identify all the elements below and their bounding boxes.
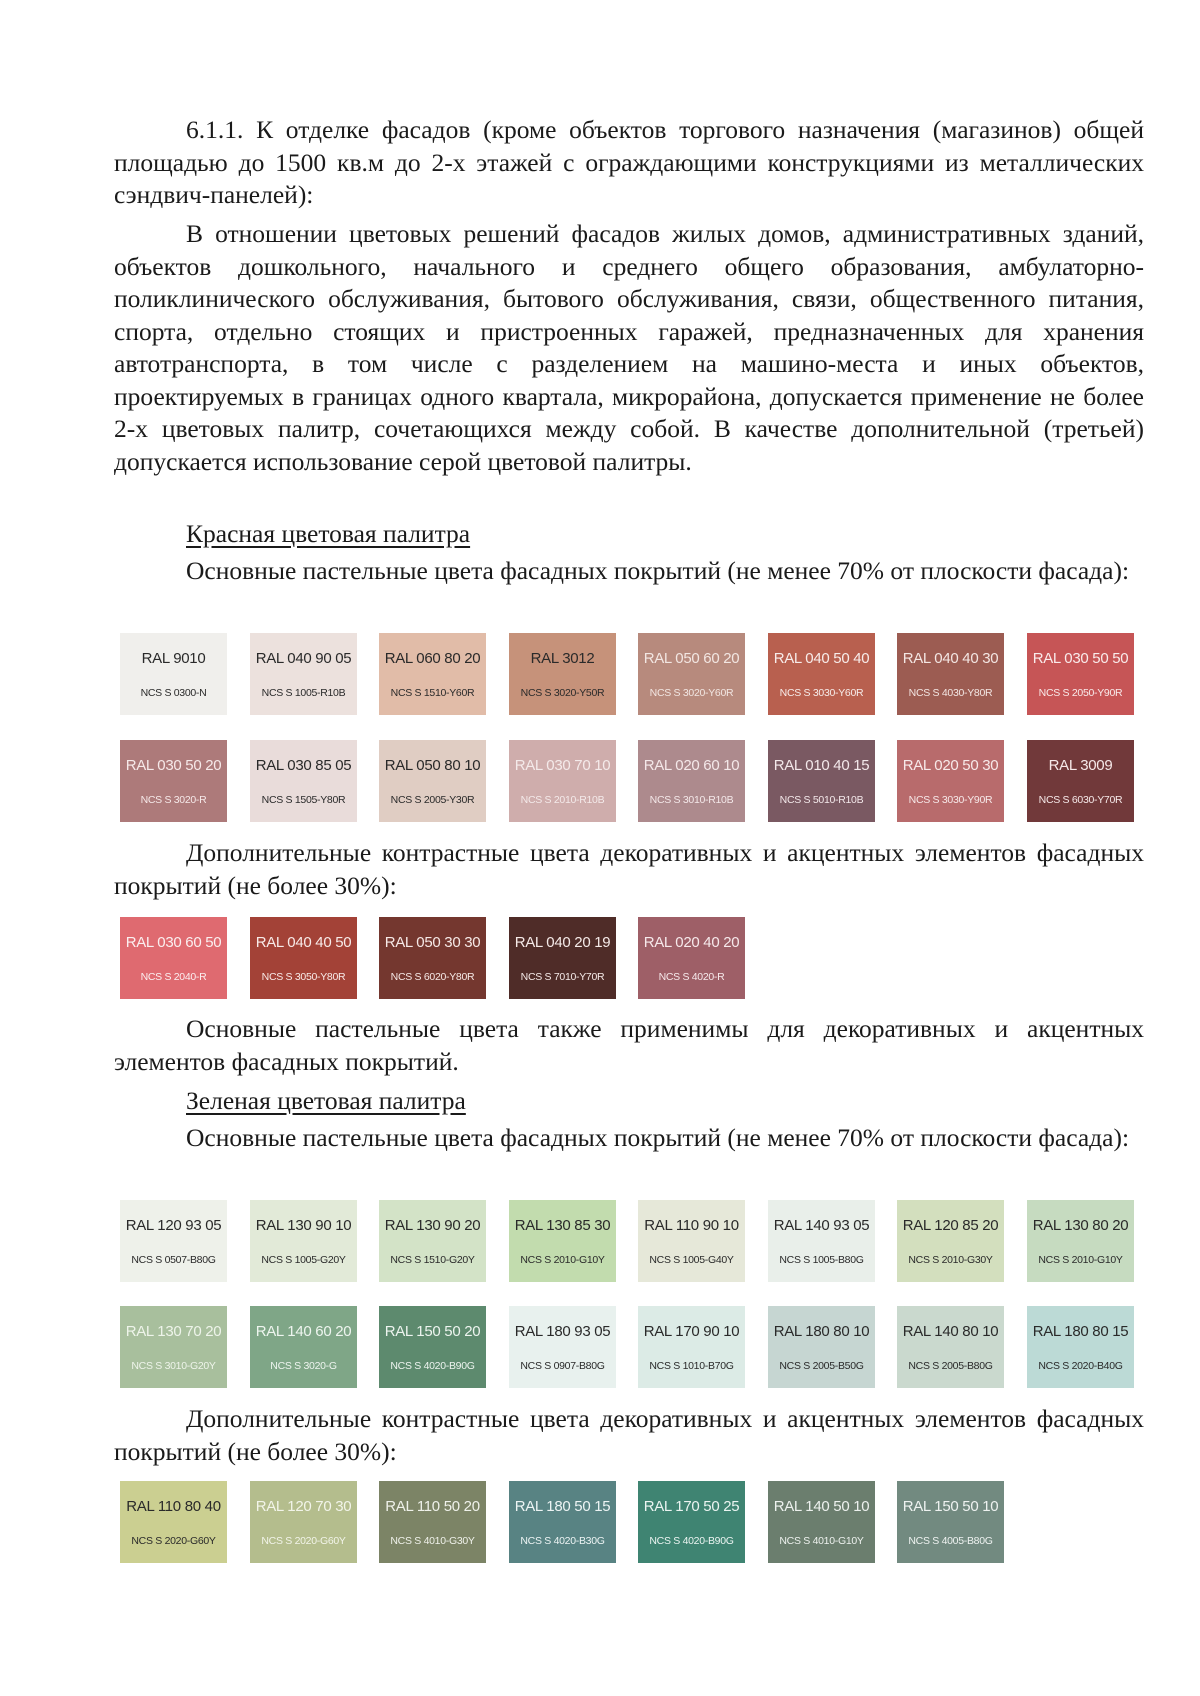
color-swatch [250, 1481, 357, 1563]
color-swatch [250, 633, 357, 715]
color-swatch [638, 633, 745, 715]
swatch-ral-code: RAL 180 80 10 [773, 1323, 870, 1340]
swatch-ral-code: RAL 030 85 05 [255, 757, 352, 774]
color-swatch [120, 1200, 227, 1282]
swatch-ncs-code: NCS S 4030-Y80R [908, 687, 993, 699]
swatch-ncs-code: NCS S 3020-R [140, 794, 207, 806]
color-swatch [768, 1481, 875, 1563]
swatch-ral-code: RAL 030 60 50 [125, 934, 222, 951]
color-swatch [897, 633, 1004, 715]
swatch-ral-code: RAL 040 50 40 [773, 650, 870, 667]
swatch-ncs-code: NCS S 1005-G40Y [649, 1254, 734, 1266]
color-swatch [509, 1306, 616, 1388]
green-palette-heading: Зеленая цветовая палитра [186, 1086, 466, 1115]
color-swatch [379, 633, 486, 715]
green-main-text: Основные пастельные цвета фасадных покрытий (не менее 70% от плоскости фасада): [186, 1123, 1130, 1152]
swatch-ncs-code: NCS S 2010-G10Y [520, 1254, 605, 1266]
swatch-ncs-code: NCS S 4020-B90G [649, 1535, 734, 1547]
color-swatch [638, 740, 745, 822]
swatch-ral-code: RAL 030 70 10 [514, 757, 611, 774]
swatch-ncs-code: NCS S 3020-Y60R [649, 687, 734, 699]
swatch-ral-code: RAL 3012 [530, 650, 595, 667]
color-swatch [638, 1200, 745, 1282]
swatch-ral-code: RAL 110 50 20 [385, 1498, 480, 1515]
swatch-ncs-code: NCS S 2010-G10Y [1038, 1254, 1123, 1266]
swatch-ncs-code: NCS S 0907-B80G [520, 1360, 605, 1372]
color-swatch [897, 1481, 1004, 1563]
color-swatch [379, 1306, 486, 1388]
swatch-ncs-code: NCS S 4010-G30Y [390, 1535, 475, 1547]
green-accent-text: Дополнительные контрастные цвета декоративных и акцентных элементов фасадных покрытий (не более 30%): [114, 1404, 1144, 1466]
color-swatch [768, 633, 875, 715]
swatch-ncs-code: NCS S 0300-N [140, 687, 207, 699]
swatch-ral-code: RAL 120 93 05 [125, 1217, 222, 1234]
swatch-ncs-code: NCS S 3020-G [270, 1360, 337, 1372]
swatch-ncs-code: NCS S 2020-G60Y [261, 1535, 346, 1547]
swatch-ncs-code: NCS S 1005-R10B [261, 687, 346, 699]
swatch-ncs-code: NCS S 4020-B30G [520, 1535, 605, 1547]
swatch-ral-code: RAL 180 50 15 [514, 1498, 611, 1515]
color-swatch [638, 1306, 745, 1388]
color-swatch [120, 1481, 227, 1563]
swatch-ral-code: RAL 150 50 10 [902, 1498, 999, 1515]
color-swatch [120, 633, 227, 715]
swatch-ncs-code: NCS S 2050-Y90R [1038, 687, 1123, 699]
swatch-ral-code: RAL 020 40 20 [643, 934, 740, 951]
swatch-ral-code: RAL 130 90 20 [384, 1217, 481, 1234]
color-swatch [768, 1200, 875, 1282]
swatch-ral-code: RAL 040 20 19 [514, 934, 611, 951]
color-swatch [509, 917, 616, 999]
swatch-ncs-code: NCS S 5010-R10B [779, 794, 864, 806]
swatch-ral-code: RAL 130 90 10 [255, 1217, 352, 1234]
swatch-ral-code: RAL 050 30 30 [384, 934, 481, 951]
swatch-ral-code: RAL 140 50 10 [773, 1498, 870, 1515]
swatch-ncs-code: NCS S 2020-B40G [1038, 1360, 1123, 1372]
color-swatch [250, 1306, 357, 1388]
color-swatch [250, 740, 357, 822]
swatch-ncs-code: NCS S 3050-Y80R [261, 971, 346, 983]
color-swatch [638, 1481, 745, 1563]
swatch-ral-code: RAL 150 50 20 [384, 1323, 481, 1340]
swatch-ral-code: RAL 020 60 10 [643, 757, 740, 774]
swatch-ral-code: RAL 040 40 30 [902, 650, 999, 667]
swatch-ral-code: RAL 060 80 20 [384, 650, 481, 667]
swatch-ral-code: RAL 040 40 50 [255, 934, 352, 951]
color-swatch [379, 740, 486, 822]
swatch-ncs-code: NCS S 3030-Y60R [779, 687, 864, 699]
color-swatch [1027, 1306, 1134, 1388]
swatch-ncs-code: NCS S 1510-G20Y [390, 1254, 475, 1266]
swatch-ral-code: RAL 120 85 20 [902, 1217, 999, 1234]
color-swatch [897, 740, 1004, 822]
swatch-ral-code: RAL 130 85 30 [514, 1217, 611, 1234]
swatch-ncs-code: NCS S 4020-R [658, 971, 725, 983]
swatch-ral-code: RAL 010 40 15 [773, 757, 870, 774]
swatch-ral-code: RAL 040 90 05 [255, 650, 352, 667]
swatch-ncs-code: NCS S 1505-Y80R [261, 794, 346, 806]
swatch-ncs-code: NCS S 2040-R [140, 971, 207, 983]
swatch-ncs-code: NCS S 4020-B90G [390, 1360, 475, 1372]
red-palette-heading: Красная цветовая палитра [186, 519, 471, 548]
swatch-ncs-code: NCS S 2020-G60Y [131, 1535, 216, 1547]
swatch-ral-code: RAL 030 50 20 [125, 757, 222, 774]
red-accent-text: Дополнительные контрастные цвета декоративных и акцентных элементов фасадных покрытий (не более 30%): [114, 838, 1144, 900]
color-swatch [120, 1306, 227, 1388]
color-swatch [120, 917, 227, 999]
swatch-ral-code: RAL 020 50 30 [902, 757, 999, 774]
red-main-text: Основные пастельные цвета фасадных покрытий (не менее 70% от плоскости фасада): [186, 556, 1130, 585]
swatch-ral-code: RAL 050 60 20 [643, 650, 740, 667]
swatch-ral-code: RAL 140 60 20 [255, 1323, 352, 1340]
color-swatch [638, 917, 745, 999]
swatch-ncs-code: NCS S 2005-B80G [908, 1360, 993, 1372]
swatch-ncs-code: NCS S 3010-R10B [649, 794, 734, 806]
color-swatch [1027, 740, 1134, 822]
swatch-ral-code: RAL 3009 [1048, 757, 1113, 774]
swatch-ral-code: RAL 170 50 25 [643, 1498, 740, 1515]
color-swatch [250, 1200, 357, 1282]
swatch-ncs-code: NCS S 6030-Y70R [1038, 794, 1123, 806]
swatch-ral-code: RAL 030 50 50 [1032, 650, 1129, 667]
color-swatch [250, 917, 357, 999]
color-swatch [897, 1306, 1004, 1388]
color-swatch [509, 633, 616, 715]
swatch-ncs-code: NCS S 1005-B80G [779, 1254, 864, 1266]
swatch-ral-code: RAL 9010 [141, 650, 206, 667]
swatch-ncs-code: NCS S 2010-G30Y [908, 1254, 993, 1266]
color-swatch [768, 740, 875, 822]
swatch-ncs-code: NCS S 3020-Y50R [520, 687, 605, 699]
color-swatch [768, 1306, 875, 1388]
swatch-ral-code: RAL 180 80 15 [1032, 1323, 1129, 1340]
red-note-text: Основные пастельные цвета также применимы для декоративных и акцентных элементов фасадных покрытий. [114, 1014, 1144, 1076]
swatch-ncs-code: NCS S 1005-G20Y [261, 1254, 346, 1266]
color-swatch [379, 1481, 486, 1563]
swatch-ncs-code: NCS S 0507-B80G [131, 1254, 216, 1266]
swatch-ral-code: RAL 110 80 40 [126, 1498, 221, 1515]
color-swatch [379, 917, 486, 999]
swatch-ncs-code: NCS S 1510-Y60R [390, 687, 475, 699]
swatch-ral-code: RAL 120 70 30 [255, 1498, 352, 1515]
swatch-ncs-code: NCS S 3030-Y90R [908, 794, 993, 806]
swatch-ncs-code: NCS S 2010-R10B [520, 794, 605, 806]
color-swatch [509, 1200, 616, 1282]
swatch-ncs-code: NCS S 2005-Y30R [390, 794, 475, 806]
swatch-ral-code: RAL 110 90 10 [644, 1217, 739, 1234]
swatch-ncs-code: NCS S 4005-B80G [908, 1535, 993, 1547]
color-swatch [509, 1481, 616, 1563]
color-swatch [1027, 633, 1134, 715]
intro-paragraph: 6.1.1. К отделке фасадов (кроме объектов торгового назначения (магазинов) общей площадью до 1500 кв.м до 2-х этажей с ограждающими конструкциями из металлических сэндвич-панелей): [114, 115, 1144, 209]
swatch-ral-code: RAL 130 80 20 [1032, 1217, 1129, 1234]
swatch-ral-code: RAL 050 80 10 [384, 757, 481, 774]
swatch-ral-code: RAL 180 93 05 [514, 1323, 611, 1340]
swatch-ncs-code: NCS S 6020-Y80R [390, 971, 475, 983]
swatch-ncs-code: NCS S 1010-B70G [649, 1360, 734, 1372]
color-swatch [509, 740, 616, 822]
swatch-ral-code: RAL 170 90 10 [643, 1323, 740, 1340]
palette-rules-paragraph: В отношении цветовых решений фасадов жилых домов, административных зданий, объектов дошкольного, начального и среднего общего образования, амбулаторно-поликлинического обслуживания, бытового обслуживания, связи, общественного питания, спорта, отдельно стоящих и пристроенных гаражей, предназначенных для хранения автотранспорта, в том числе с разделением на машино-места и иных объектов, проектируемых в границах одного квартала, микрорайона, допускается применение не более 2-х цветовых палитр, сочетающихся между собой. В качестве дополнительной (третьей) допускается использование серой цветовой палитры. [114, 219, 1144, 476]
color-swatch [120, 740, 227, 822]
swatch-ral-code: RAL 140 80 10 [902, 1323, 999, 1340]
swatch-ral-code: RAL 130 70 20 [125, 1323, 222, 1340]
color-swatch [897, 1200, 1004, 1282]
color-swatch [1027, 1200, 1134, 1282]
swatch-ncs-code: NCS S 4010-G10Y [779, 1535, 864, 1547]
swatch-ncs-code: NCS S 2005-B50G [779, 1360, 864, 1372]
swatch-ral-code: RAL 140 93 05 [773, 1217, 870, 1234]
swatch-ncs-code: NCS S 7010-Y70R [520, 971, 605, 983]
color-swatch [379, 1200, 486, 1282]
swatch-ncs-code: NCS S 3010-G20Y [131, 1360, 216, 1372]
